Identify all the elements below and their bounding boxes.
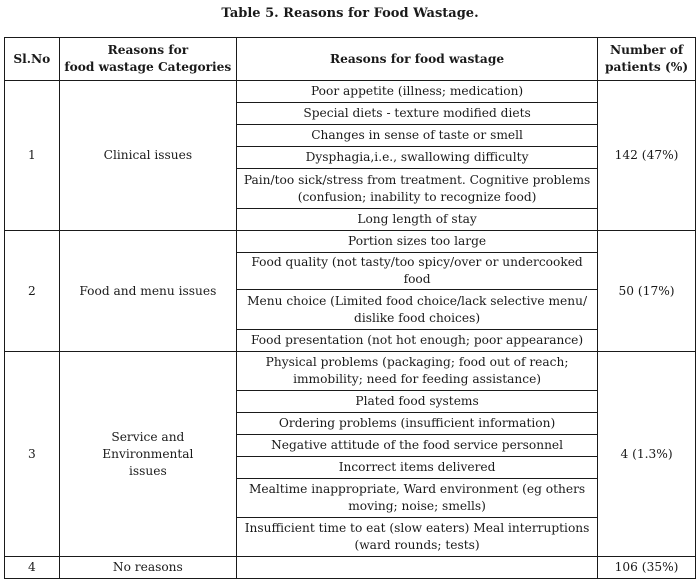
header-patients-line1: Number of — [609, 43, 684, 57]
group-1-reason-3: Changes in sense of taste or smell — [237, 125, 598, 147]
group-4-patients: 106 (35%) — [598, 557, 696, 579]
group-2-category: Food and menu issues — [59, 231, 236, 352]
group-2-reason-3: Menu choice (Limited food choice/lack selective menu/ dislike food choices) — [237, 290, 598, 330]
group-2-reason-2: Food quality (not tasty/too spicy/over or undercooked food — [237, 253, 598, 290]
group-3-reason-4: Negative attitude of the food service personnel — [237, 435, 598, 457]
group-1-reason-2: Special diets - texture modified diets — [237, 103, 598, 125]
table-row — [5, 557, 696, 579]
group-1-patients: 142 (47%) — [598, 81, 696, 231]
group-4-slno: 4 — [5, 557, 60, 579]
group-3-reason-2: Plated food systems — [237, 391, 598, 413]
group-1-reason-1: Poor appetite (illness; medication) — [237, 81, 598, 103]
group-3-slno: 3 — [5, 352, 60, 557]
table-row — [5, 231, 696, 253]
table-title: Table 5. Reasons for Food Wastage. — [221, 6, 479, 21]
header-slno: Sl.No — [5, 38, 60, 81]
group-3-reason-1: Physical problems (packaging; food out of reach; immobility; need for feeding assistance) — [237, 352, 598, 391]
group-3-category-text: Service and Environmental issues — [102, 429, 194, 478]
group-2-patients: 50 (17%) — [598, 231, 696, 352]
header-row — [5, 38, 696, 81]
header-category — [59, 38, 236, 81]
group-2-slno: 2 — [5, 231, 60, 352]
group-4-reason-1 — [237, 557, 598, 579]
group-2-reason-4: Food presentation (not hot enough; poor appearance) — [237, 330, 598, 352]
group-1-reason-5: Pain/too sick/stress from treatment. Cognitive problems (confusion; inability to recognize food) — [237, 169, 598, 209]
table-row — [5, 352, 696, 391]
header-category-line1: Reasons for — [107, 43, 189, 57]
group-1-slno: 1 — [5, 81, 60, 231]
table-row — [5, 81, 696, 103]
group-2-reason-1: Portion sizes too large — [237, 231, 598, 253]
food-wastage-table — [4, 37, 696, 579]
header-patients — [598, 38, 696, 81]
group-3-reason-7: Insufficient time to eat (slow eaters) Meal interruptions (ward rounds; tests) — [237, 518, 598, 557]
group-4-category: No reasons — [59, 557, 236, 579]
group-1-reason-6: Long length of stay — [237, 209, 598, 231]
group-1-reason-4: Dysphagia,i.e., swallowing difficulty — [237, 147, 598, 169]
group-3-reason-5: Incorrect items delivered — [237, 457, 598, 479]
group-3-reason-6: Mealtime inappropriate, Ward environment (eg others moving; noise; smells) — [237, 479, 598, 518]
header-category-line2: food wastage Categories — [64, 60, 232, 74]
group-3-patients: 4 (1.3%) — [598, 352, 696, 557]
header-reasons: Reasons for food wastage — [237, 38, 598, 81]
group-3-category — [59, 352, 236, 557]
header-patients-line2: patients (%) — [604, 60, 689, 74]
group-3-reason-3: Ordering problems (insufficient information) — [237, 413, 598, 435]
group-1-category: Clinical issues — [59, 81, 236, 231]
